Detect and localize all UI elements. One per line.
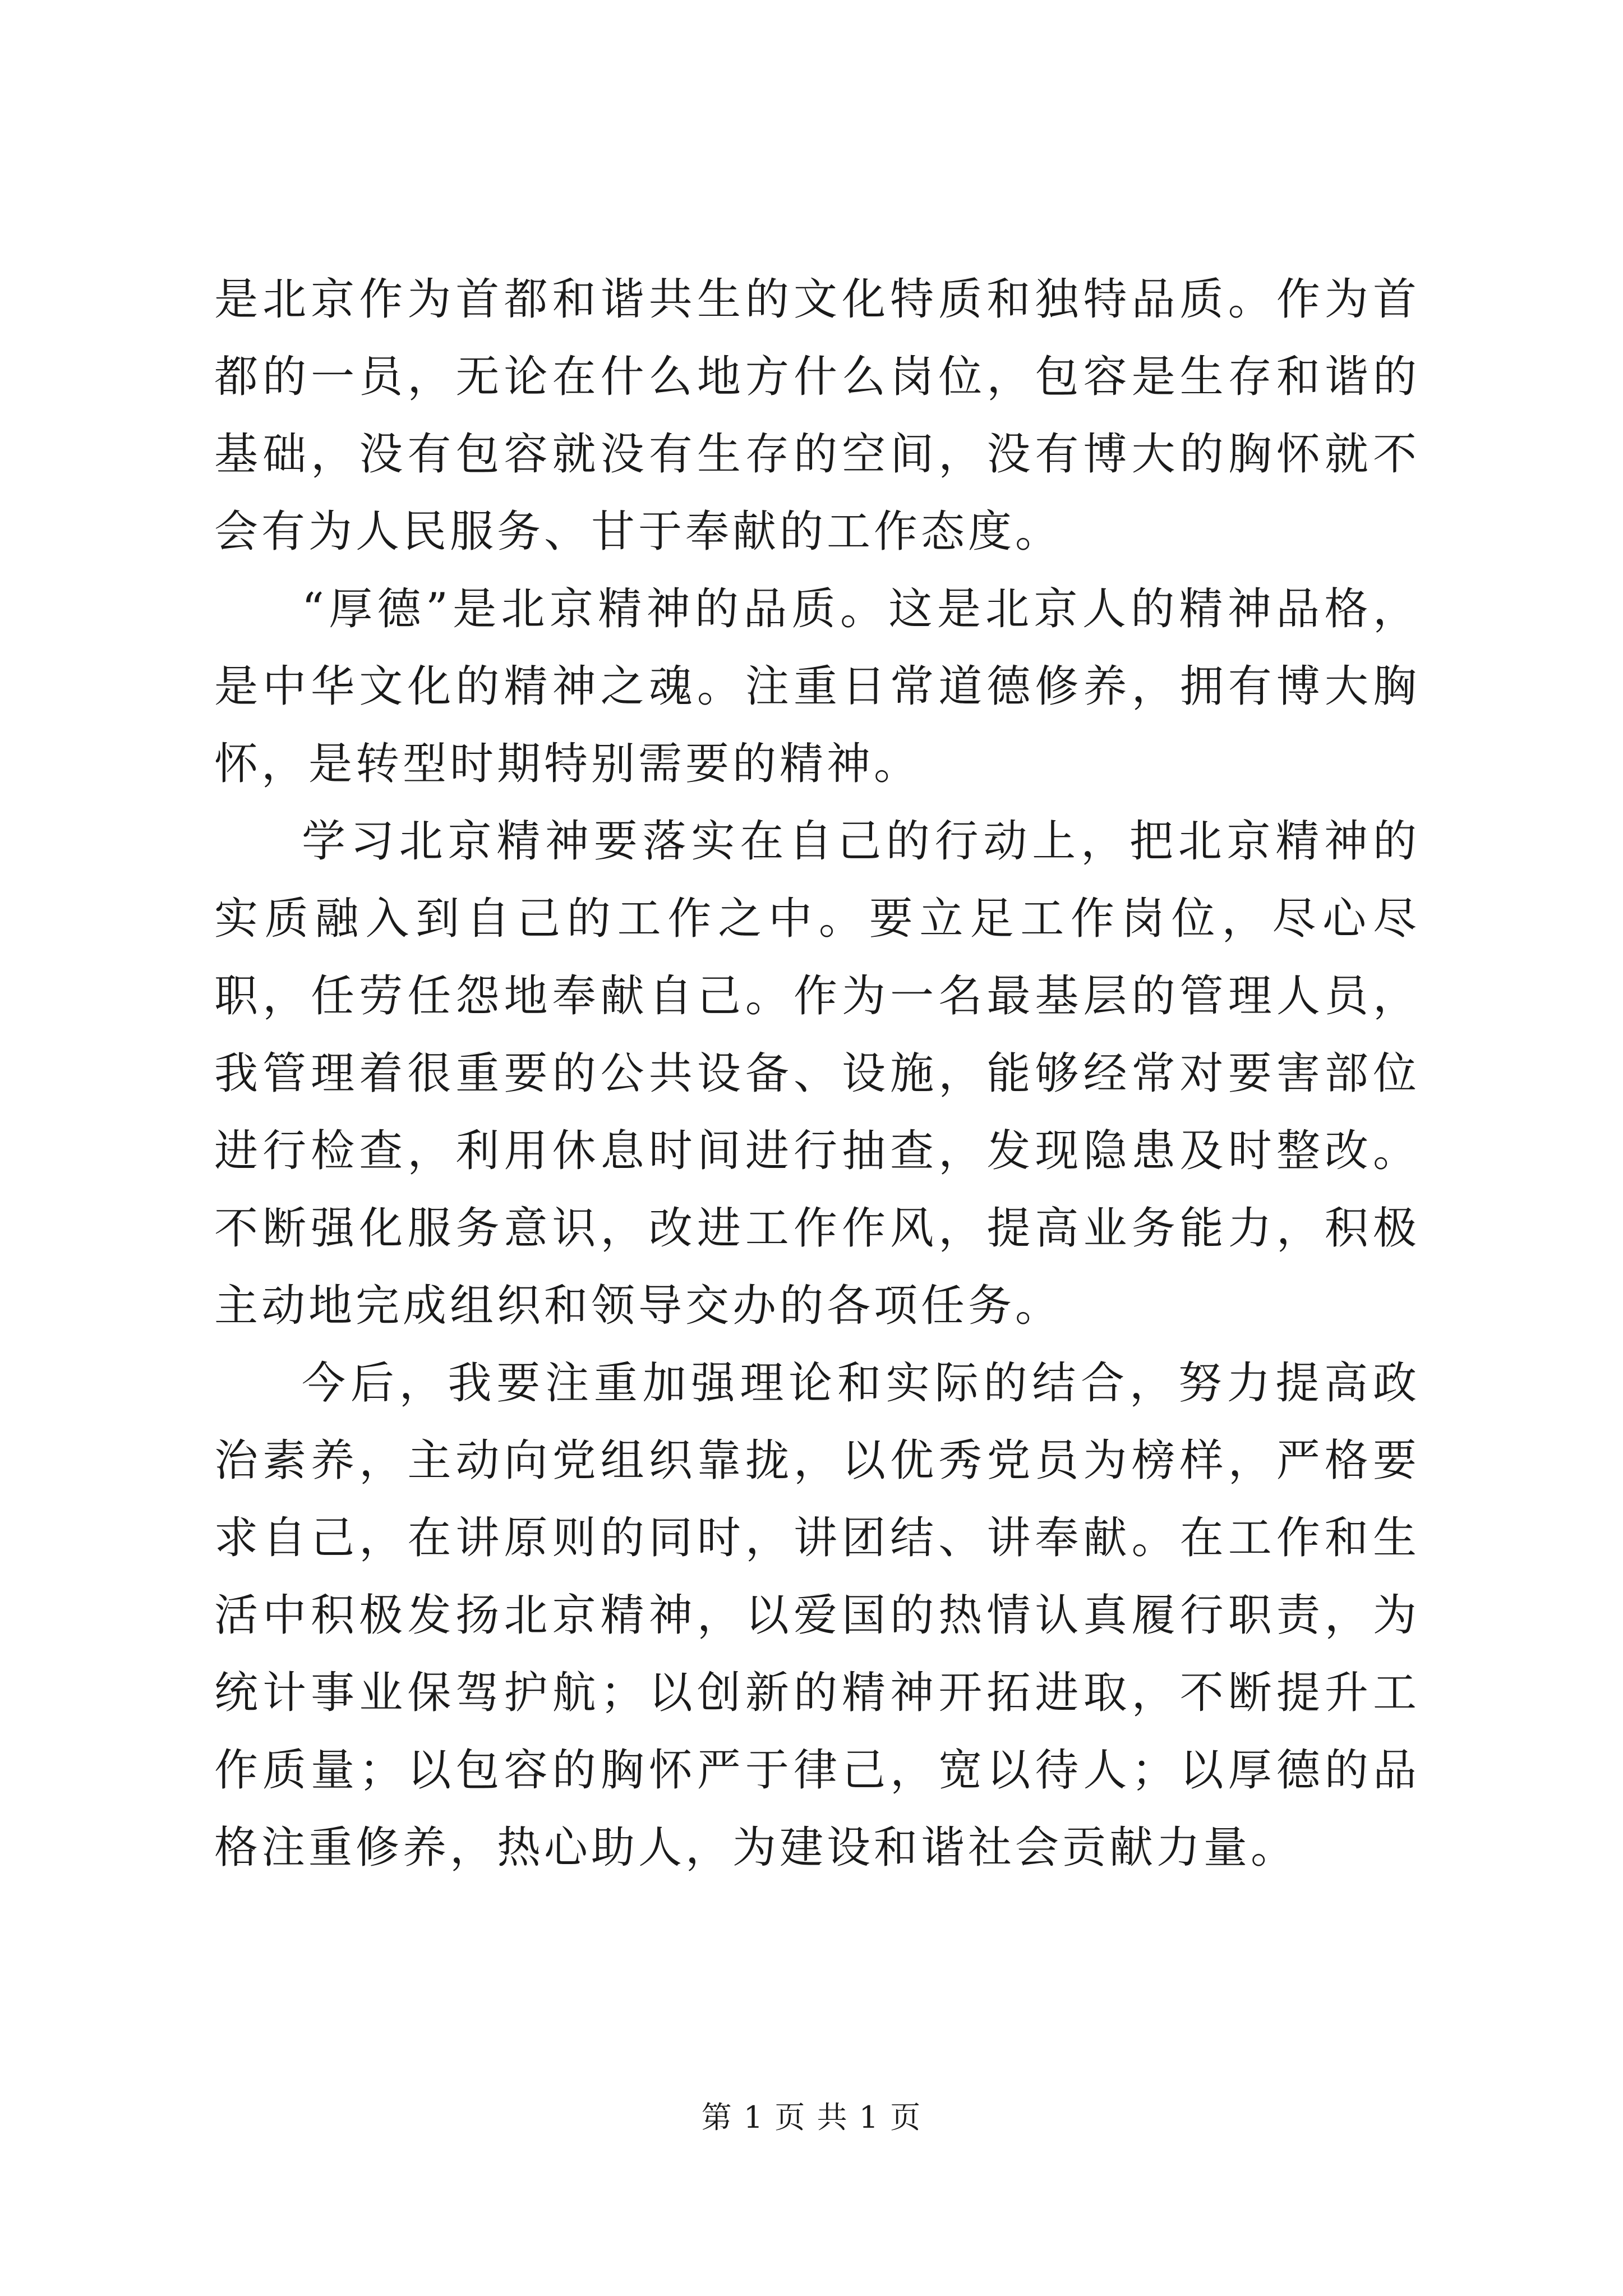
paragraph-learning: 学习北京精神要落实在自己的行动上，把北京精神的实质融入到自己的工作之中。要立足工作岗位，尽心尽职，任劳任怨地奉献自己。作为一名最基层的管理人员，我管理着很重要的公共设备、设施，能够经常对要害部位进行检查，利用休息时间进行抽查，发现隐患及时整改。不断强化服务意识，改进工作作风，提高业务能力，积极主动地完成组织和领导交办的各项任务。 — [214, 816, 1420, 1331]
page-number-footer: 第 1 页 共 1 页 — [701, 2100, 922, 2135]
document-body — [214, 261, 1420, 1887]
paragraph-houde: “厚德”是北京精神的品质。这是北京人的精神品格，是中华文化的精神之魂。注重日常道德修养，拥有博大胸怀，是转型时期特别需要的精神。 — [214, 584, 1420, 789]
paragraph-continuation: 是北京作为首都和谐共生的文化特质和独特品质。作为首都的一员，无论在什么地方什么岗位，包容是生存和谐的基础，没有包容就没有生存的空间，没有博大的胸怀就不会有为人民服务、甘于奉献的工作态度。 — [214, 274, 1420, 557]
paragraph-future: 今后，我要注重加强理论和实际的结合，努力提高政治素养，主动向党组织靠拢，以优秀党员为榜样，严格要求自己，在讲原则的同时，讲团结、讲奉献。在工作和生活中积极发扬北京精神，以爱国的热情认真履行职责，为统计事业保驾护航；以创新的精神开拓进取，不断提升工作质量；以包容的胸怀严于律己，宽以待人；以厚德的品格注重修养，热心助人，为建设和谐社会贡献力量。 — [214, 1358, 1420, 1873]
